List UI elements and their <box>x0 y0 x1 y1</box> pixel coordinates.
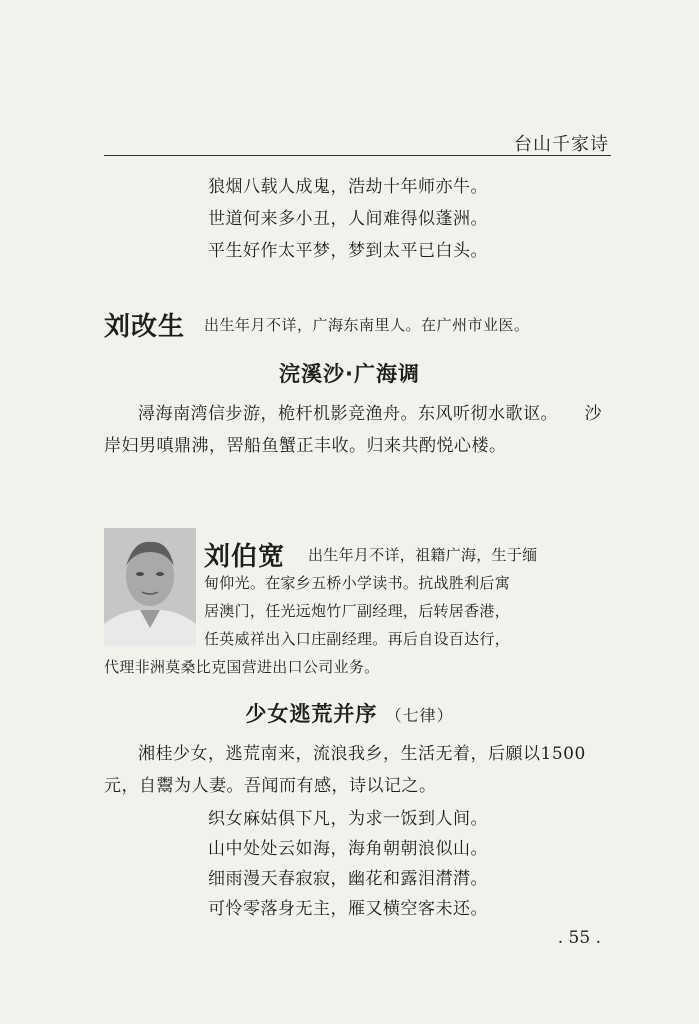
author2-bio-line-1: 出生年月不详，祖籍广海，生于缅 <box>308 546 538 564</box>
poem3-title: 少女逃荒并序 <box>245 702 378 726</box>
poem3-line-3: 细雨漫天春寂寂，幽花和露泪潸潸。 <box>208 869 488 889</box>
poem3-genre: （七律） <box>385 706 454 725</box>
running-header-title: 台山千家诗 <box>514 134 609 155</box>
poem3-title-row <box>0 698 699 728</box>
author2-bio-line-2: 甸仰光。在家乡五桥小学读书。抗战胜利后寓 <box>204 574 511 592</box>
poem1-line-2: 世道何来多小丑，人间难得似蓬洲。 <box>208 209 488 229</box>
poem2-text: 潯海南湾信步游，桅杆机影竞渔舟。东风听彻水歌讴。 沙岸妇男嗔鼎沸，罟船鱼蟹正丰收。归来共酌悦心楼。 <box>104 404 602 456</box>
poem3-line-2: 山中处处云如海，海角朝朝浪似山。 <box>208 839 488 859</box>
poem1-line-3: 平生好作太平梦，梦到太平已白头。 <box>208 241 488 261</box>
poem3-line-4: 可怜零落身无主，雁又横空客未还。 <box>208 899 488 919</box>
author2-bio-line-5: 代理非洲莫桑比克国营进出口公司业务。 <box>104 658 380 676</box>
author1-name: 刘改生 <box>104 312 186 342</box>
poem3-preface: 湘桂少女，逃荒南来，流浪我乡，生活无着，后願以1500元，自鬻为人妻。吾闻而有感，诗以记之。 <box>104 744 586 796</box>
author2-bio-line-3: 居澳门，任光远炮竹厂副经理，后转居香港， <box>204 602 511 620</box>
poem3-line-1: 织女麻姑俱下凡，为求一饭到人间。 <box>208 809 488 829</box>
page-number: . 55 . <box>557 928 601 948</box>
poem1-line-1: 狼烟八载人成鬼，浩劫十年师亦牛。 <box>208 177 488 197</box>
author2-portrait <box>104 528 196 646</box>
author1-bio: 出生年月不详，广海东南里人。在广州市业医。 <box>204 316 530 334</box>
header-rule <box>104 155 611 156</box>
author2-name: 刘伯宽 <box>204 542 286 572</box>
poem2-title: 浣溪沙·广海调 <box>279 362 420 386</box>
author2-bio-line-4: 任英威祥出入口庄副经理。再后自设百达行， <box>204 630 511 648</box>
